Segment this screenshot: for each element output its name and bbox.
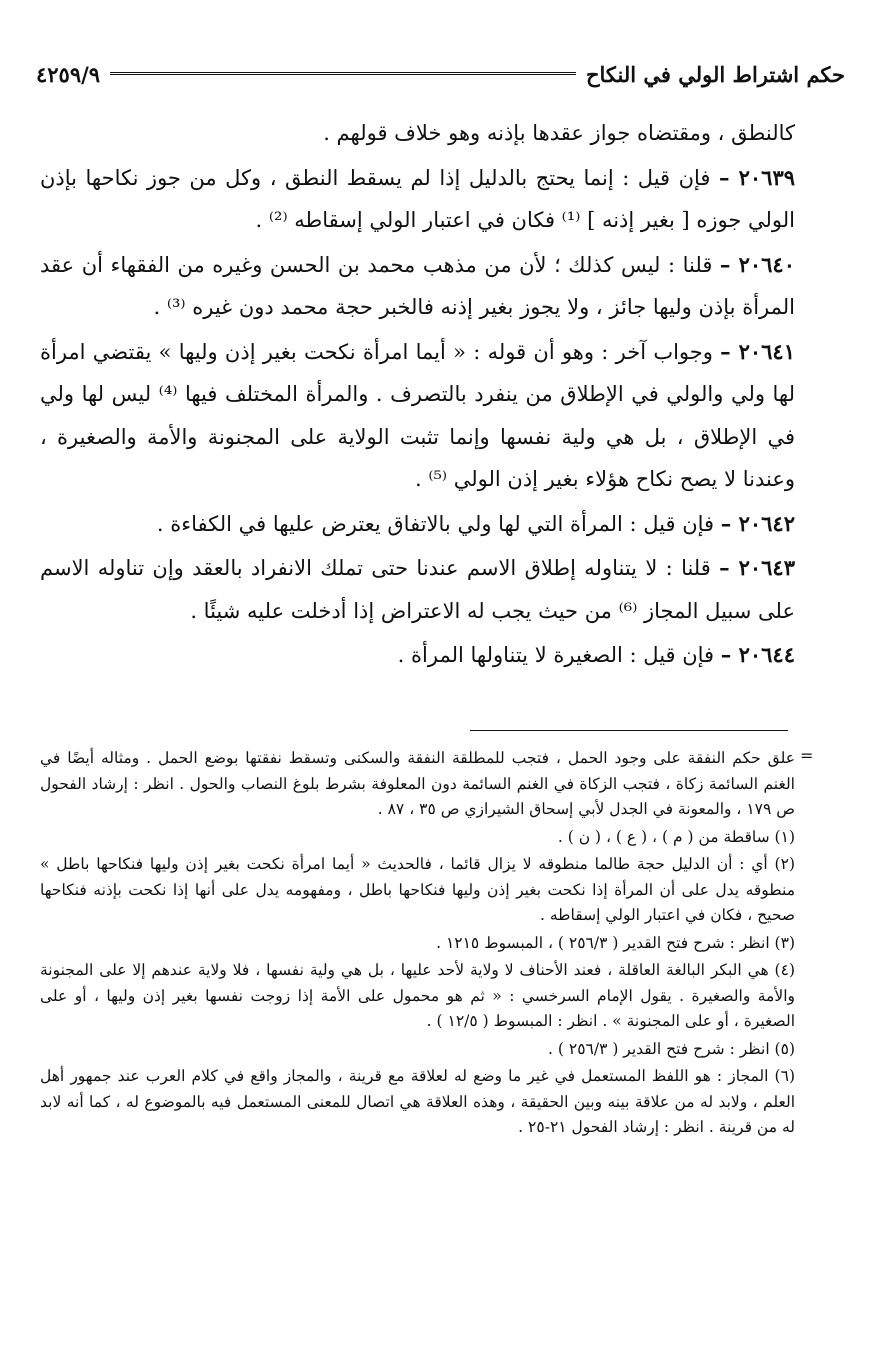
footnote: (٥) انظر : شرح فتح القدير ( ٢٥٦/٣ ) . [548, 1039, 795, 1058]
running-header [36, 56, 845, 92]
footnote: (٤) هي البكر البالغة العاقلة ، فعند الأحناف لا ولاية لأحد عليها ، بل هي ولية نفسها ، فلا ولاية عندهم إلا على المجنونة والأمة والصغيرة . يقول الإمام السرخسي : « ثم هو محمول على الأمة إذا زوجت نفسها بغير إذن وليها ، أو على الصغيرة ، أو على المجنونة » . انظر : المبسوط ( ١٢/٥ ) . [40, 961, 795, 1030]
paragraph-number: ٢٠٦٤٠ – [719, 251, 795, 277]
footnotes [40, 746, 795, 1143]
paragraph-text: قلنا : لا يتناوله إطلاق الاسم عندنا حتى تملك الانفراد بالعقد وإن تناوله الاسم على سبيل المجاز ⁽⁶⁾ من حيث يجب له الاعتراض إذا أدخلت عليه شيئًا . [40, 556, 795, 623]
paragraph [40, 503, 795, 546]
paragraph-text: قلنا : ليس كذلك ؛ لأن من مذهب محمد بن الحسن وغيره من الفقهاء أن عقد المرأة بإذن وليها جائز ، ولا يجوز بغير إذنه فالخبر حجة محمد دون غيره ⁽³⁾ . [40, 252, 795, 319]
paragraph [40, 112, 795, 155]
paragraph-number: ٢٠٦٤١ – [720, 338, 795, 364]
paragraph [40, 331, 795, 501]
paragraph-number: ٢٠٦٣٩ – [718, 164, 796, 190]
paragraph-text: فإن قيل : إنما يحتج بالدليل إذا لم يسقط النطق ، وكل من جوز نكاحها بإذن الولي جوزه [ بغير إذنه ] ⁽¹⁾ فكان في اعتبار الولي إسقاطه ⁽²⁾ . [40, 165, 795, 232]
main-text [40, 112, 795, 679]
footnote: (٢) أي : أن الدليل حجة طالما منطوقه لا يزال قائما ، فالحديث « أيما امرأة نكحت بغير إذن وليها فنكاحها باطل » منطوقه يدل على أن المرأة إذا نكحت بغير إذن وليها فنكاحها باطل ، ومفهومه يدل على أنها إذا نكحت بإذنه فنكاحها صحيح ، فكان في اعتبار الولي إسقاطه . [40, 855, 795, 924]
paragraph-text: كالنطق ، ومقتضاه جواز عقدها بإذنه وهو خلاف قولهم . [323, 121, 795, 145]
running-title: حكم اشتراط الولي في النكاح [585, 61, 845, 87]
paragraph-text: وجواب آخر : وهو أن قوله : « أيما امرأة نكحت بغير إذن وليها » يقتضي امرأة لها ولي والولي في الإطلاق من ينفرد بالتصرف . والمرأة المختلف فيها ⁽⁴⁾ ليس لها ولي في الإطلاق ، بل هي ولية نفسها وإنما تثبت الولاية على المجنونة والأمة والصغيرة ، وعندنا لا يصح نكاح هؤلاء بغير إذن الولي ⁽⁵⁾ . [40, 339, 796, 491]
footnote: (٦) المجاز : هو اللفظ المستعمل في غير ما وضع له لعلاقة مع قرينة ، والمجاز واقع في كلام العرب عند جمهور أهل العلم ، ولابد له من علاقة بينه وبين الحقيقة ، وهذه العلاقة هي اتصال للمعنى المستعمل فيه بالموضوع له ، كما أنه لابد له من قرينة . انظر : إرشاد الفحول ٢١-٢٥ . [40, 1067, 795, 1136]
footnote-separator [470, 730, 788, 731]
page-number: ٤٢٥٩/٩ [36, 61, 101, 87]
footnote: (٣) انظر : شرح فتح القدير ( ٢٥٦/٣ ) ، المبسوط ١٢١٥ . [436, 933, 795, 952]
footnote: (١) ساقطة من ( م ) ، ( ع ) ، ( ن ) . [557, 827, 795, 846]
paragraph [40, 547, 795, 632]
header-rule [110, 72, 576, 77]
paragraph-text: فإن قيل : المرأة التي لها ولي بالاتفاق يعترض عليها في الكفاءة . [156, 511, 721, 536]
paragraph-number: ٢٠٦٤٣ – [719, 555, 795, 580]
footnote-continuation: علق حكم النفقة على وجود الحمل ، فتجب للمطلقة النفقة والسكنى وتسقط نفقتها بوضع الحمل . ومثاله أيضًا في الغنم السائمة زكاة ، فتجب الزكاة في الغنم السائمة دون المعلوفة بشرط بلوغ النصاب والحول . انظر : إرشاد الفحول ص ١٧٩ ، والمعونة في الجدل لأبي إسحاق الشيرازي ص ٣٥ ، ٨٧ . [40, 749, 795, 818]
paragraph-number: ٢٠٦٤٢ – [720, 510, 795, 536]
paragraph-number: ٢٠٦٤٤ – [720, 642, 795, 667]
paragraph [40, 244, 795, 329]
paragraph [40, 157, 795, 242]
paragraph-text: فإن قيل : الصغيرة لا يتناولها المرأة . [397, 643, 721, 667]
footnote-continuation-mark: = [800, 746, 814, 765]
paragraph [40, 634, 795, 677]
